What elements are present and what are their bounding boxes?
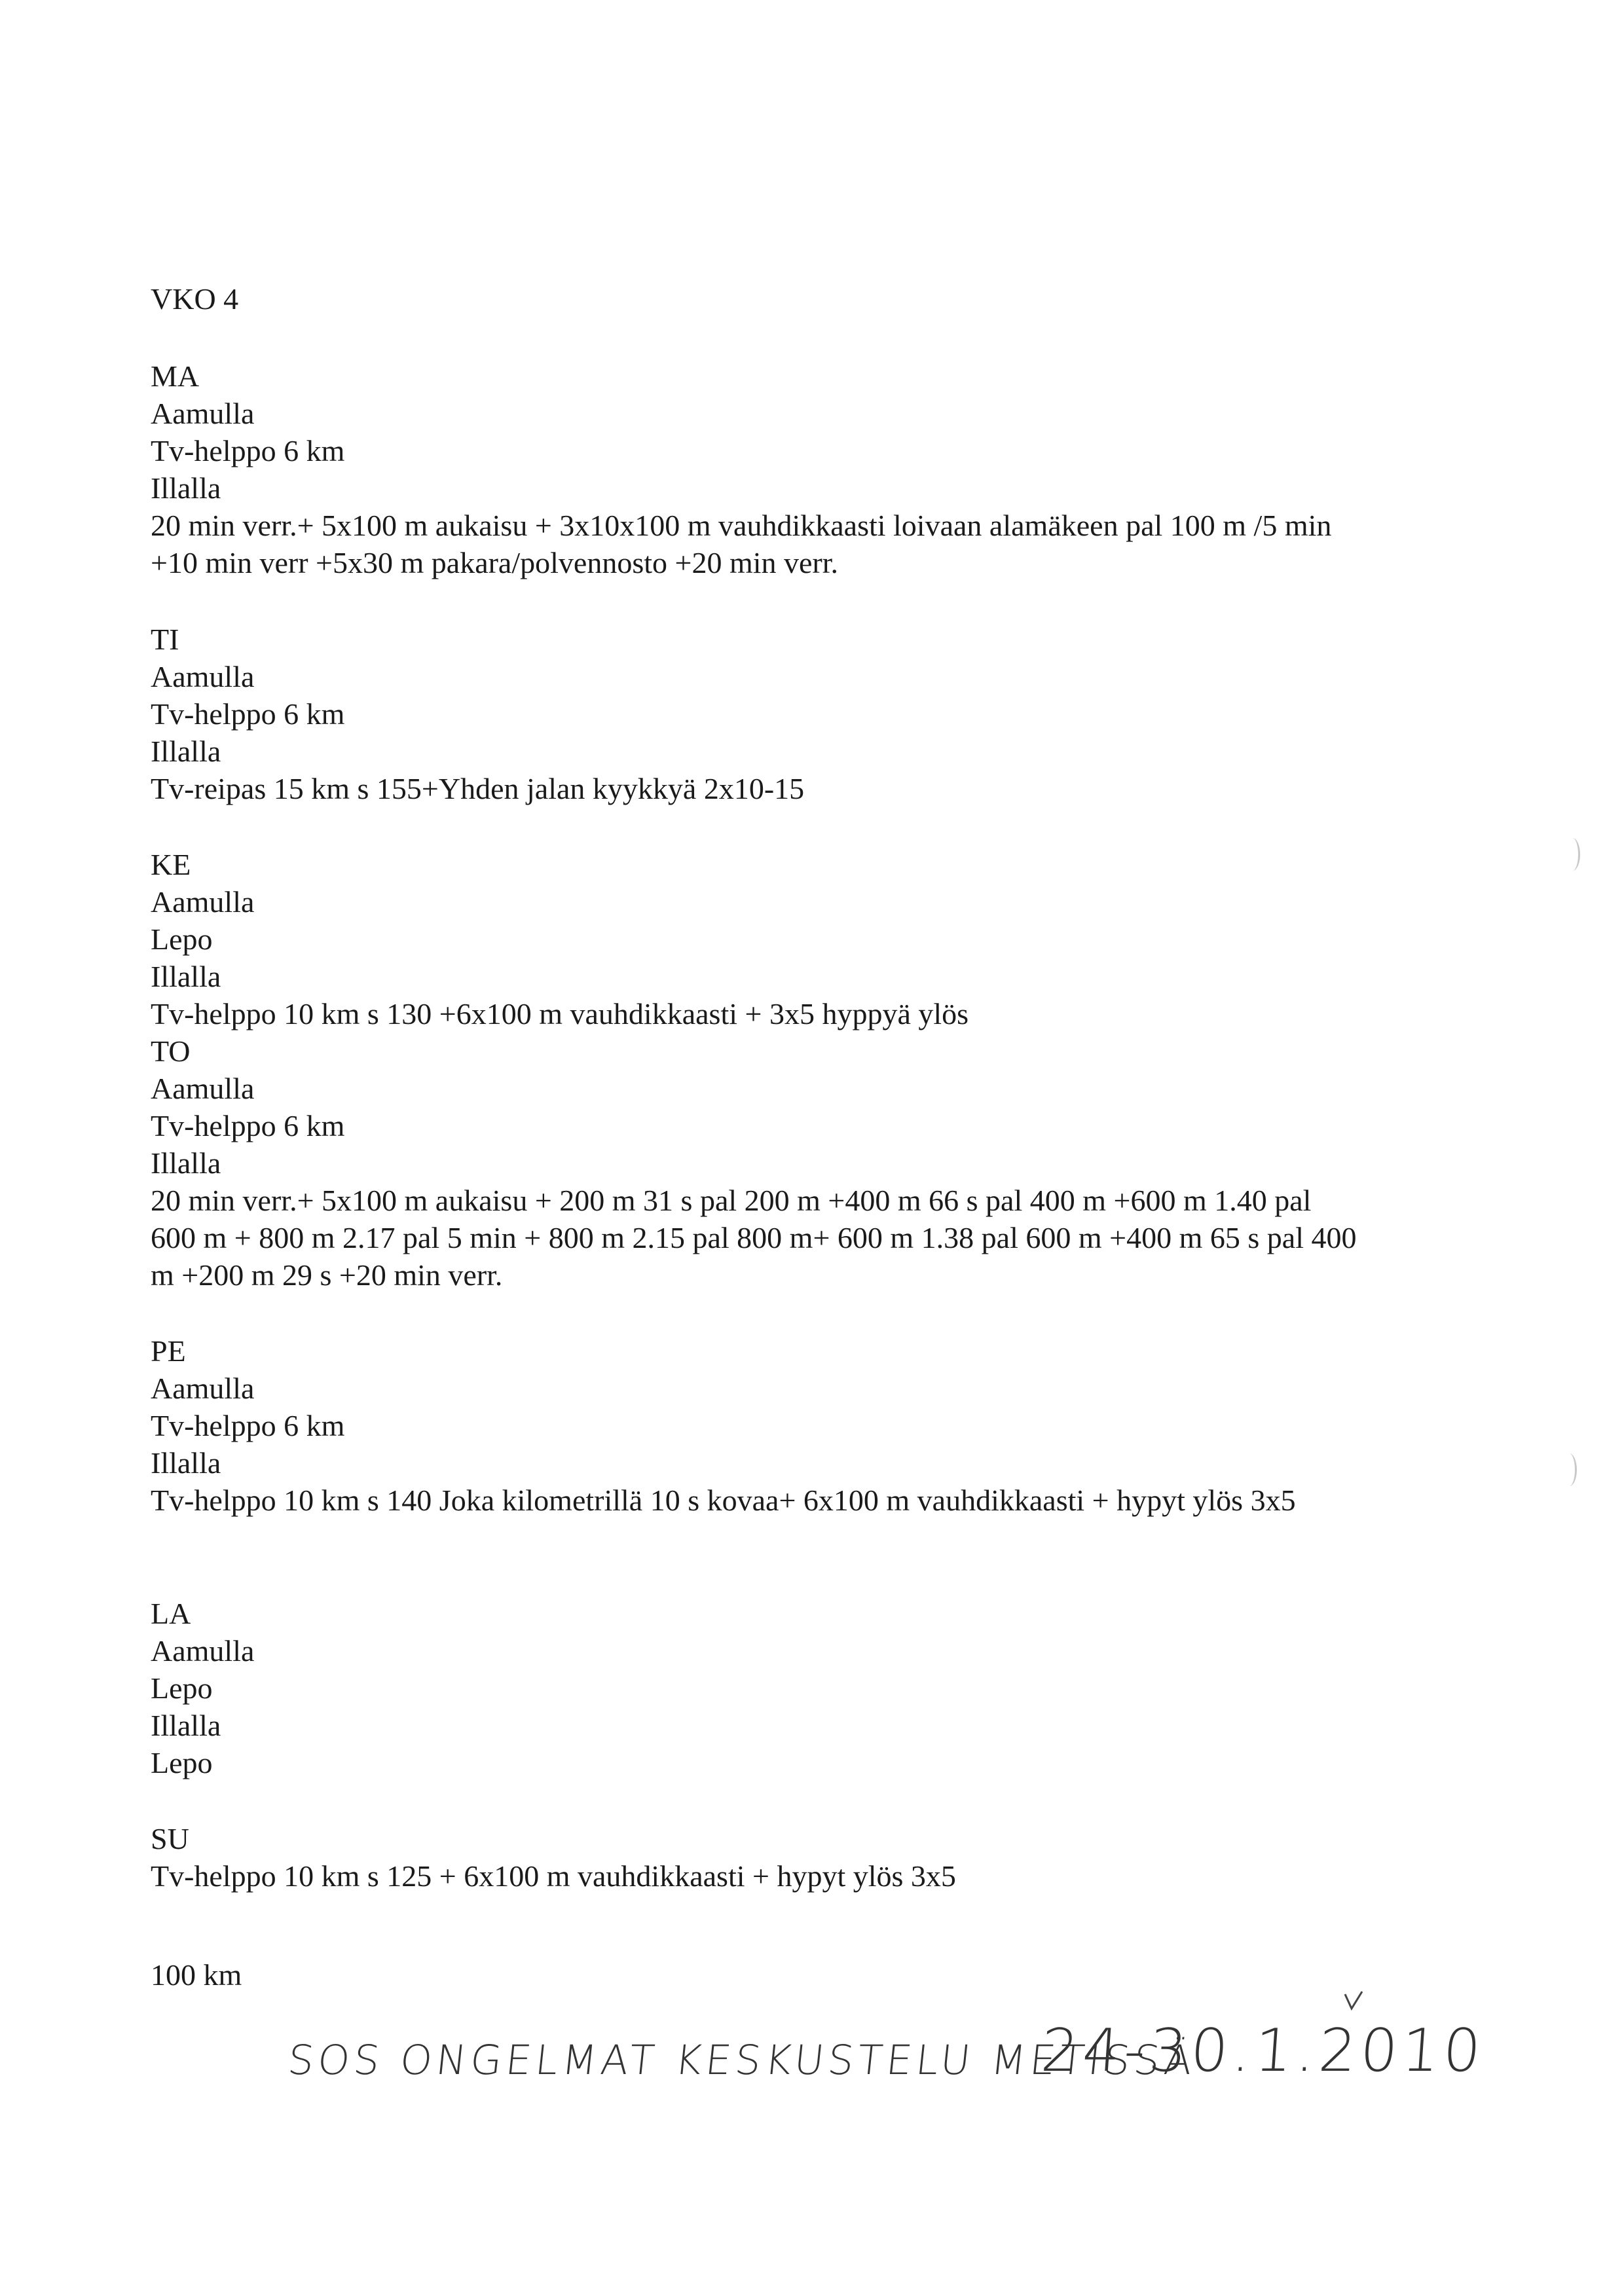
text-line: Tv-helppo 10 km s 140 Joka kilometrillä 10 s kovaa+ 6x100 m vauhdikkaasti + hypyt ylös 3x5 (151, 1484, 1296, 1517)
text-line: Aamulla (151, 1372, 255, 1405)
text-line: Aamulla (151, 1634, 255, 1667)
text-line: Aamulla (151, 1072, 255, 1105)
day-heading-ma: MA (151, 359, 200, 393)
text-line: Tv-helppo 6 km (151, 434, 345, 467)
text-line: Illalla (151, 1709, 221, 1742)
day-heading-ke: KE (151, 848, 191, 881)
text-line: 20 min verr.+ 5x100 m aukaisu + 3x10x100 m vauhdikkaasti loivaan alamäkeen pal 100 m /5 min (151, 509, 1332, 542)
text-line: Illalla (151, 735, 221, 768)
text-line: Lepo (151, 1671, 213, 1705)
text-line: Illalla (151, 960, 221, 993)
day-heading-pe: PE (151, 1334, 186, 1368)
text-line: Aamulla (151, 660, 255, 693)
text-line: Illalla (151, 1146, 221, 1180)
text-line: Aamulla (151, 885, 255, 919)
text-line: m +200 m 29 s +20 min verr. (151, 1258, 503, 1292)
handwritten-date: 24-30.1.2010 (1039, 2016, 1487, 2085)
text-line: Tv-helppo 10 km s 130 +6x100 m vauhdikkaasti + 3x5 hyppyä ylös (151, 997, 969, 1030)
text-line: Lepo (151, 1746, 213, 1779)
text-line: +10 min verr +5x30 m pakara/polvennosto +20 min verr. (151, 546, 839, 579)
check-mark-icon (1342, 1990, 1365, 2013)
text-line: 20 min verr.+ 5x100 m aukaisu + 200 m 31 s pal 200 m +400 m 66 s pal 400 m +600 m 1.40 pal (151, 1184, 1312, 1217)
day-heading-to: TO (151, 1034, 191, 1068)
week-heading: VKO 4 (151, 282, 239, 316)
day-heading-su: SU (151, 1822, 189, 1855)
handwritten-note: SOS ONGELMAT KESKUSTELU METISSÄ (286, 2036, 1199, 2084)
text-line: Tv-helppo 10 km s 125 + 6x100 m vauhdikkaasti + hypyt ylös 3x5 (151, 1859, 956, 1893)
scan-artifact-mark (1562, 1453, 1577, 1486)
text-line: Tv-helppo 6 km (151, 1409, 345, 1442)
scan-artifact-mark (1565, 838, 1580, 871)
text-line: Tv-reipas 15 km s 155+Yhden jalan kyykkyä 2x10-15 (151, 772, 805, 805)
weekly-total: 100 km (151, 1958, 242, 1992)
text-line: 600 m + 800 m 2.17 pal 5 min + 800 m 2.15 pal 800 m+ 600 m 1.38 pal 600 m +400 m 65 s pal 400 (151, 1221, 1357, 1254)
text-line: Illalla (151, 1446, 221, 1480)
text-line: Tv-helppo 6 km (151, 1109, 345, 1142)
day-heading-la: LA (151, 1597, 191, 1630)
day-heading-ti: TI (151, 623, 179, 656)
text-line: Tv-helppo 6 km (151, 697, 345, 731)
text-line: Illalla (151, 471, 221, 505)
text-line: Lepo (151, 922, 213, 956)
text-line: Aamulla (151, 397, 255, 430)
